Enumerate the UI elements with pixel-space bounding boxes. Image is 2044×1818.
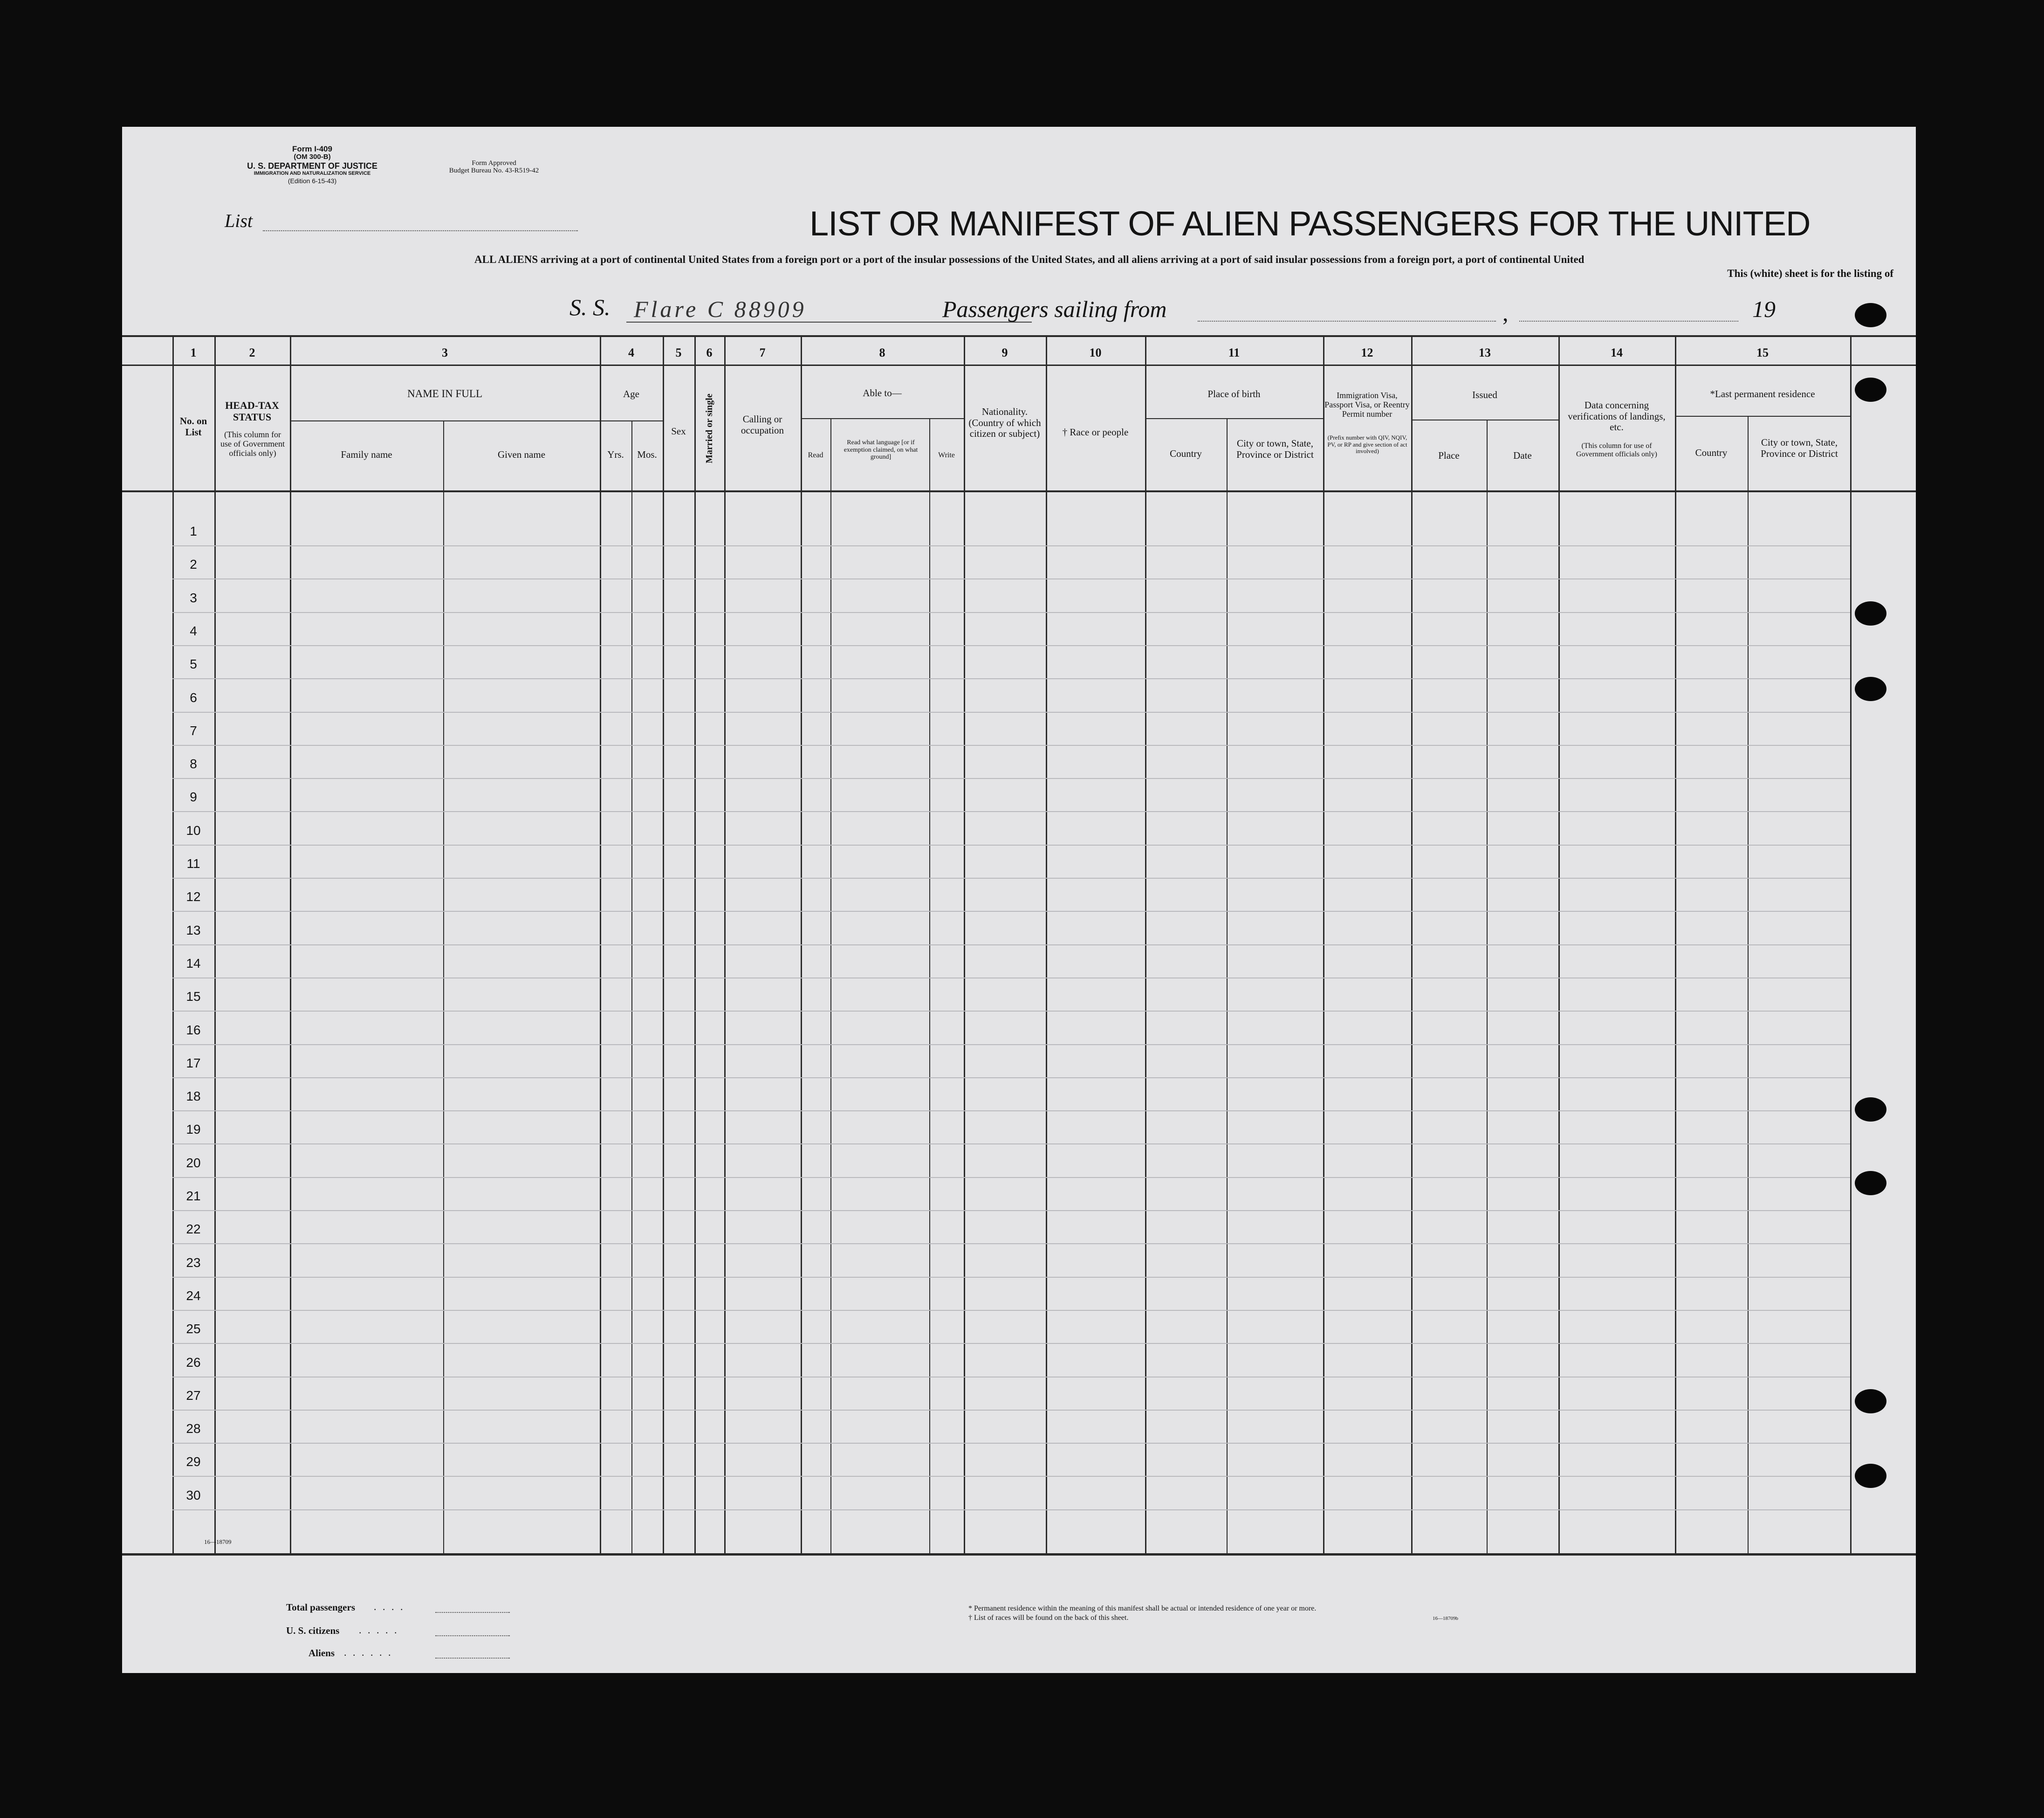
header-bottom-rule [122, 490, 1916, 492]
header-write: Write [938, 451, 955, 459]
total-passengers-field[interactable] [435, 1612, 510, 1613]
col-rule [443, 420, 444, 1553]
sailing-port-field[interactable] [1198, 321, 1496, 322]
punch-hole [1855, 1171, 1886, 1195]
row-rule [172, 1343, 1850, 1344]
row-number-15: 15 [186, 989, 201, 1004]
row-rule [172, 612, 1850, 613]
row-rule [172, 1177, 1850, 1178]
year-prefix: 19 [1752, 296, 1776, 322]
table-top-rule [122, 335, 1916, 337]
row-number-23: 23 [186, 1255, 201, 1270]
header-sex: Sex [671, 426, 686, 437]
row-rule [172, 845, 1850, 846]
header-birth-country: Country [1170, 448, 1202, 459]
name-subrule [290, 420, 600, 421]
footnote-code: 16—18709b [1433, 1616, 1458, 1621]
header-last-residence: *Last permanent residence [1710, 388, 1815, 399]
row-number-9: 9 [190, 790, 197, 804]
header-issued-place: Place [1438, 450, 1460, 461]
service: IMMIGRATION AND NATURALIZATION SERVICE [254, 171, 371, 176]
col-rule [1227, 418, 1228, 1553]
header-read-language: Read what language [or if exemption claimed, on what ground] [844, 439, 918, 461]
form-om-code: (OM 300-B) [294, 153, 331, 161]
row-number-7: 7 [190, 723, 197, 738]
header-split-rule [122, 365, 1916, 366]
row-rule [172, 1044, 1850, 1045]
header-issued-date: Date [1513, 450, 1532, 461]
row-rule [172, 1277, 1850, 1278]
col-num-14: 14 [1611, 346, 1623, 359]
row-rule [172, 1243, 1850, 1244]
row-number-21: 21 [186, 1189, 201, 1203]
row-rule [172, 811, 1850, 812]
row-rule [172, 778, 1850, 779]
row-number-1: 1 [190, 524, 197, 538]
row-rule [172, 1509, 1850, 1510]
col-num-13: 13 [1479, 346, 1491, 359]
col-rule [830, 418, 831, 1553]
row-number-24: 24 [186, 1288, 201, 1303]
row-number-26: 26 [186, 1355, 201, 1370]
col-num-8: 8 [879, 346, 885, 359]
us-citizens-dots: . . . . . [359, 1624, 399, 1636]
row-rule [172, 1077, 1850, 1078]
row-rule [172, 1410, 1850, 1411]
row-number-2: 2 [190, 557, 197, 572]
col-num-10: 10 [1089, 346, 1102, 359]
department: U. S. DEPARTMENT OF JUSTICE [247, 161, 377, 171]
sailing-date-field[interactable] [1519, 321, 1738, 322]
edition: (Edition 6-15-43) [288, 177, 337, 185]
col-num-12: 12 [1361, 346, 1373, 359]
row-number-30: 30 [186, 1488, 201, 1502]
col-rule [929, 418, 930, 1553]
row-rule [172, 645, 1850, 646]
manifest-title: LIST OR MANIFEST OF ALIEN PASSENGERS FOR THE UNITED [809, 204, 1811, 243]
row-number-19: 19 [186, 1122, 201, 1136]
row-rule [172, 1310, 1850, 1311]
table-bottom-rule [122, 1553, 1916, 1556]
col-num-9: 9 [1001, 346, 1008, 359]
row-number-16: 16 [186, 1023, 201, 1037]
row-number-14: 14 [186, 956, 201, 971]
approval-line-2: Budget Bureau No. 43-R519-42 [449, 167, 539, 174]
col-rule [631, 420, 632, 1553]
manifest-sheet [122, 127, 1916, 1673]
vessel-name-handwritten: Flare C 88909 [634, 296, 807, 322]
row-number-8: 8 [190, 757, 197, 771]
row-rule [172, 1011, 1850, 1012]
row-rule [172, 545, 1850, 546]
row-rule [172, 745, 1850, 746]
approval-line-1: Form Approved [472, 159, 516, 167]
row-number-20: 20 [186, 1156, 201, 1170]
list-label: List [225, 210, 253, 231]
header-given-name: Given name [497, 449, 546, 460]
row-rule [172, 944, 1850, 945]
row-rule [172, 878, 1850, 879]
header-name-in-full: NAME IN FULL [407, 388, 482, 399]
row-number-13: 13 [186, 923, 201, 937]
header-head-tax-note: (This column for use of Government officials only) [220, 430, 285, 458]
row-number-29: 29 [186, 1454, 201, 1469]
row-number-10: 10 [186, 823, 201, 838]
col-num-3: 3 [442, 346, 448, 359]
header-read: Read [808, 451, 823, 459]
row-number-17: 17 [186, 1056, 201, 1070]
header-mos: Mos. [637, 449, 657, 460]
row-number-28: 28 [186, 1421, 201, 1436]
punch-hole [1855, 677, 1886, 701]
header-visa: Immigration Visa, Passport Visa, or Reentry Permit number [1324, 391, 1410, 419]
ss-label: S. S. [569, 294, 610, 320]
header-issued: Issued [1472, 389, 1497, 400]
punch-hole [1855, 378, 1886, 402]
form-number: Form I-409 [292, 145, 332, 153]
header-no-on-list: No. on List [179, 415, 207, 438]
row-rule [172, 1110, 1850, 1111]
punch-hole [1855, 1097, 1886, 1122]
aliens-dots: . . . . . . [344, 1646, 393, 1658]
row-rule [172, 1210, 1850, 1211]
able-subrule [801, 418, 964, 419]
sailing-label: Passengers sailing from [942, 296, 1167, 322]
row-rule [172, 1143, 1850, 1144]
printer-code: 16—18709 [204, 1538, 232, 1545]
punch-hole [1855, 303, 1886, 327]
aliens-field[interactable] [435, 1658, 510, 1659]
row-rule [172, 712, 1850, 713]
punch-hole [1855, 1389, 1886, 1413]
col-num-5: 5 [675, 346, 682, 359]
row-rule [172, 1443, 1850, 1444]
list-field[interactable] [263, 230, 578, 231]
header-age: Age [623, 388, 639, 399]
row-rule [172, 678, 1850, 679]
us-citizens-label: U. S. citizens [286, 1625, 340, 1636]
row-number-27: 27 [186, 1388, 201, 1403]
total-passengers-label: Total passengers [286, 1602, 355, 1613]
comma-mark: , [1502, 300, 1509, 326]
header-married: Married or single [704, 393, 714, 464]
header-calling: Calling or occupation [741, 413, 784, 436]
us-citizens-field[interactable] [435, 1635, 510, 1636]
row-rule [172, 911, 1850, 912]
row-number-6: 6 [190, 690, 197, 705]
header-res-country: Country [1695, 447, 1728, 458]
col-rule [1487, 420, 1488, 1553]
row-number-18: 18 [186, 1089, 201, 1103]
col-num-11: 11 [1228, 346, 1240, 359]
header-data-note: (This column for use of Government officials only) [1576, 442, 1657, 458]
header-yrs: Yrs. [607, 449, 624, 460]
row-number-12: 12 [186, 889, 201, 904]
header-res-city: City or town, State, Province or District [1761, 437, 1838, 459]
row-number-3: 3 [190, 591, 197, 605]
row-number-22: 22 [186, 1222, 201, 1236]
header-head-tax: HEAD-TAX STATUS [225, 399, 279, 423]
col-num-15: 15 [1756, 346, 1769, 359]
header-birth-city: City or town, State, Province or District [1236, 438, 1314, 460]
instructions-line-2: This (white) sheet is for the listing of [1727, 268, 1893, 279]
aliens-label: Aliens [309, 1647, 335, 1659]
residence-subrule [1675, 416, 1850, 417]
header-visa-note: (Prefix number with QIV, NQIV, PV, or RP and give section of act involved) [1327, 434, 1407, 455]
row-number-5: 5 [190, 657, 197, 671]
header-able-to: Able to— [863, 387, 902, 399]
punch-hole [1855, 601, 1886, 626]
col-rule [1850, 335, 1852, 1553]
row-number-11: 11 [186, 856, 200, 871]
header-family-name: Family name [341, 449, 392, 460]
header-place-of-birth: Place of birth [1207, 388, 1261, 399]
header-nationality: Nationality. (Country of which citizen or subject) [968, 406, 1041, 440]
col-num-4: 4 [628, 346, 634, 359]
header-race: † Race or people [1062, 427, 1129, 438]
total-passengers-dots: . . . . [374, 1601, 405, 1612]
col-num-7: 7 [759, 346, 766, 359]
header-data-concerning: Data concerning verifications of landings, etc. [1568, 399, 1666, 433]
col-num-6: 6 [706, 346, 713, 359]
row-number-25: 25 [186, 1322, 201, 1336]
footnote-races: † List of races will be found on the back of this sheet. [968, 1614, 1129, 1622]
row-rule [172, 578, 1850, 579]
instructions-line-1: ALL ALIENS arriving at a port of continental United States from a foreign port or a port of the insular possessions of the United States, and all aliens arriving at a port of said insular possessions from a foreign port, a port of continental United [474, 254, 1584, 265]
col-rule [1748, 416, 1749, 1553]
footnote-residence: * Permanent residence within the meaning of this manifest shall be actual or intended residence of one year or more. [968, 1605, 1317, 1612]
row-rule [172, 1476, 1850, 1477]
col-num-1: 1 [190, 346, 197, 359]
birth-subrule [1145, 418, 1323, 419]
punch-hole [1855, 1464, 1886, 1488]
row-number-4: 4 [190, 624, 197, 638]
col-num-2: 2 [249, 346, 255, 359]
